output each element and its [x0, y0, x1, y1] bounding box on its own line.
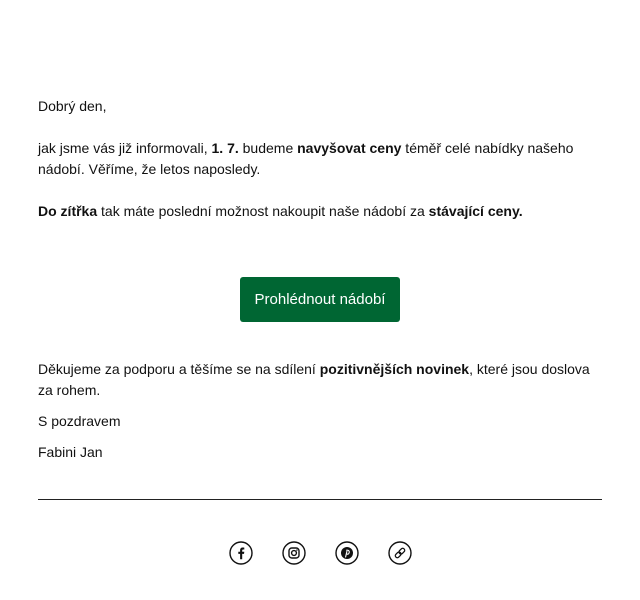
thanks-paragraph [38, 359, 602, 401]
divider [38, 499, 602, 500]
price-highlight: navyšovat ceny [297, 140, 402, 156]
cta-container [38, 277, 602, 322]
price-increase-paragraph [38, 138, 602, 180]
greeting: Dobrý den, [38, 98, 107, 114]
date-highlight: 1. 7. [211, 140, 239, 156]
signature: Fabini Jan [38, 444, 103, 460]
paragraph-text: budeme [238, 140, 298, 156]
browse-cookware-button[interactable]: Prohlédnout nádobí [240, 277, 400, 322]
paragraph-text: tak máte poslední možnost nakoupit naše nádobí za [97, 203, 429, 219]
instagram-icon[interactable] [282, 541, 306, 565]
pinterest-icon[interactable] [335, 541, 359, 565]
paragraph-text: Děkujeme za podporu a těšíme se na sdílení [38, 361, 320, 377]
current-prices-highlight: stávající ceny. [428, 203, 523, 219]
paragraph-text: téměř celé nabídky našeho nádobí. Věříme, že letos naposledy. [38, 140, 574, 177]
link-icon[interactable] [388, 541, 412, 565]
deadline-highlight: Do zítřka [38, 203, 98, 219]
last-chance-paragraph [38, 201, 602, 222]
closing-text: S pozdravem [38, 413, 121, 429]
facebook-icon[interactable] [229, 541, 253, 565]
news-highlight: pozitivnějších novinek [319, 361, 470, 377]
social-links [38, 541, 602, 565]
paragraph-text: jak jsme vás již informovali, [38, 140, 212, 156]
paragraph-text: , které jsou doslova za rohem. [38, 361, 590, 398]
